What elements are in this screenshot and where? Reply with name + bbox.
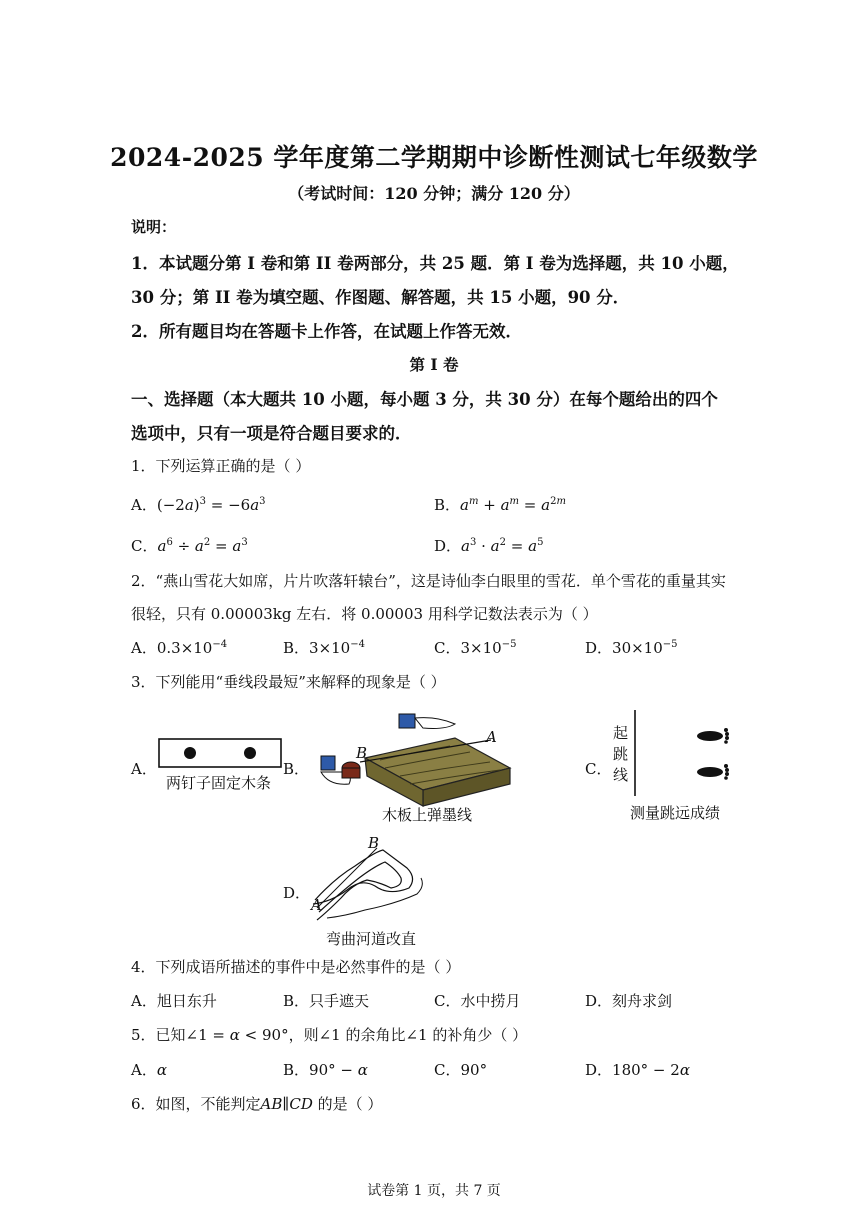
q3-b-point-a: A — [486, 728, 497, 746]
q5-option-d: D．180° − 2α — [585, 1061, 690, 1079]
q1-option-d: D．$a^3 \cdot a^2 = a^5$ — [434, 537, 544, 555]
q3-c-caption: 测量跳远成绩 — [630, 804, 721, 822]
q3-b-caption: 木板上弹墨线 — [382, 806, 473, 824]
exam-info: （考试时间：120 分钟；满分 120 分） — [288, 184, 580, 203]
q5-option-b: B．90° − α — [283, 1061, 368, 1079]
q5-stem: 5．已知∠1 = α < 90°，则∠1 的余角比∠1 的补角少（ ） — [131, 1026, 528, 1044]
footprint-icon — [697, 728, 729, 780]
q3-option-b-label: B． — [283, 760, 310, 778]
q4-option-c: C．水中捞月 — [434, 992, 521, 1010]
wood-strip-with-nails-figure — [158, 738, 283, 770]
q4-stem: 4．下列成语所描述的事件中是必然事件的是（ ） — [131, 958, 461, 976]
wood-board-ink-line-figure — [305, 710, 525, 810]
q4-option-d: D．刻舟求剑 — [585, 992, 673, 1010]
instructions-heading: 说明： — [131, 218, 177, 236]
q1-option-c: C．$a^6 \div a^2 = a^3$ — [131, 537, 248, 555]
q2-option-b: B．$3\times 10^{-4}$ — [283, 639, 365, 657]
q5-option-a: A．α — [131, 1061, 167, 1079]
q2-stem-line-1: 2．“燕山雪花大如席，片片吹落轩辕台”，这是诗仙李白眼里的雪花．单个雪花的重量其实 — [131, 572, 726, 590]
q3-d-caption: 弯曲河道改直 — [326, 930, 417, 948]
q2-option-d: D．$30\times 10^{-5}$ — [585, 639, 678, 657]
q6-stem: 6．如图，不能判定AB∥CD 的是（ ） — [131, 1095, 383, 1113]
q3-c-vertical-1: 起 — [613, 724, 629, 742]
q3-c-vertical-3: 线 — [613, 766, 629, 784]
q1-option-b: B．$a^m + a^m = a^{2m}$ — [434, 496, 566, 514]
q3-option-a-label: A． — [131, 760, 157, 778]
q3-a-caption: 两钉子固定木条 — [166, 774, 272, 792]
long-jump-figure — [630, 708, 740, 798]
q2-option-a: A．$0.3\times 10^{-4}$ — [131, 639, 228, 657]
q2-option-c: C．$3\times 10^{-5}$ — [434, 639, 517, 657]
page-footer: 试卷第 1 页，共 7 页 — [367, 1183, 501, 1199]
q3-d-point-b: B — [368, 834, 380, 852]
q3-c-vertical-2: 跳 — [613, 745, 629, 763]
q3-option-c-label: C． — [585, 760, 612, 778]
q3-stem: 3．下列能用“垂线段最短”来解释的现象是（ ） — [131, 673, 446, 691]
instruction-line-1: 1．本试题分第 I 卷和第 II 卷两部分，共 25 题．第 I 卷为选择题，共 10 小题， — [131, 254, 739, 273]
q3-d-point-a: A — [311, 896, 322, 914]
page-title: 2024-2025 学年度第二学期期中诊断性测试七年级数学 — [110, 143, 758, 172]
q3-b-point-b: B — [356, 744, 368, 762]
section-heading-line-2: 选项中，只有一项是符合题目要求的． — [131, 424, 412, 443]
q4-option-b: B．只手遮天 — [283, 992, 370, 1010]
q2-stem-line-2: 很轻，只有 0.00003kg 左右．将 0.00003 用科学记数法表示为（ ） — [131, 605, 598, 623]
q4-option-a: A．旭日东升 — [131, 992, 217, 1010]
instruction-line-3: 2．所有题目均在答题卡上作答，在试题上作答无效． — [131, 322, 522, 341]
section-heading-line-1: 一、选择题（本大题共 10 小题，每小题 3 分，共 30 分）在每个题给出的四个 — [131, 390, 718, 409]
q5-option-c: C．90° — [434, 1061, 488, 1079]
instruction-line-2: 30 分；第 II 卷为填空题、作图题、解答题，共 15 小题，90 分． — [131, 288, 630, 307]
q1-stem: 1．下列运算正确的是（ ） — [131, 457, 311, 475]
q1-option-a: A．$(-2a)^3 = -6a^3$ — [131, 496, 266, 514]
volume-heading: 第 I 卷 — [409, 355, 459, 374]
q3-option-d-label: D． — [283, 884, 311, 902]
